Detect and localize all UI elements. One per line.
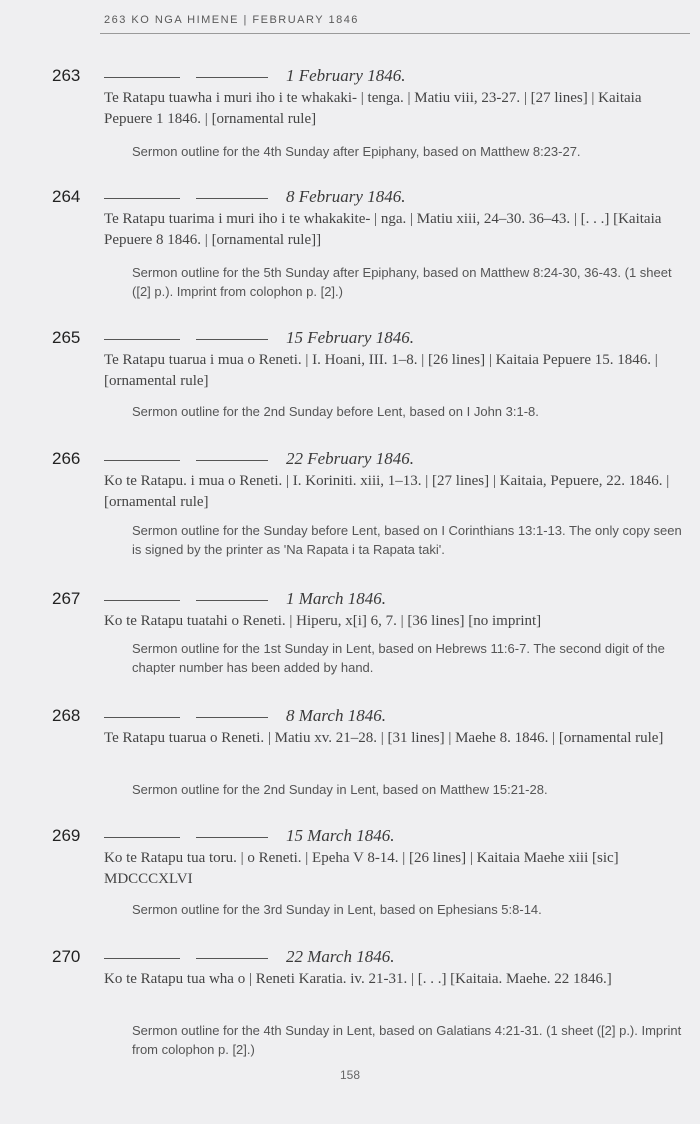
entry-number: 268: [52, 706, 81, 725]
date-rule: [196, 717, 268, 718]
running-head: 263 KO NGA HIMENE | FEBRUARY 1846: [104, 14, 359, 26]
date-rule: [104, 837, 180, 838]
date-rule: [196, 837, 268, 838]
entry-date: 8 February 1846.: [286, 187, 406, 206]
entry-date: 22 March 1846.: [286, 947, 395, 966]
entry-transcript: Te Ratapu tuawha i muri iho i te whakaki- | tenga. | Matiu viii, 23-27. | [27 lines] | Kaitaia Pepuere 1 1846. | [ornamental rule]: [104, 90, 642, 127]
date-rule: [104, 339, 180, 340]
entry-date: 22 February 1846.: [286, 449, 414, 468]
entry-number: 267: [52, 589, 81, 608]
entry-transcript: Te Ratapu tuarima i muri iho i te whakakite- | nga. | Matiu xiii, 24–30. 36–43. | [. . .] [Kaitaia Pepuere 8 1846. | [ornamental rule]]: [104, 211, 662, 248]
date-rule: [196, 77, 268, 78]
header-rule: [100, 33, 690, 34]
entry-date: 1 February 1846.: [286, 66, 406, 85]
entry-number: 265: [52, 328, 81, 347]
entry-note: Sermon outline for the 1st Sunday in Lent, based on Hebrews 11:6-7. The second digit of the chapter number has been added by hand.: [132, 641, 665, 675]
date-rule: [196, 198, 268, 199]
entry-transcript: Te Ratapu tuarua i mua o Reneti. | I. Hoani, III. 1–8. | [26 lines] | Kaitaia Pepuere 15. 1846. | [ornamental rule]: [104, 352, 658, 389]
date-rule: [196, 600, 268, 601]
entry-note: Sermon outline for the 2nd Sunday in Lent, based on Matthew 15:21-28.: [132, 782, 548, 797]
date-rule: [196, 958, 268, 959]
date-rule: [104, 717, 180, 718]
page-number: 158: [339, 1068, 361, 1082]
entry-number: 270: [52, 947, 81, 966]
date-rule: [104, 77, 180, 78]
entry-transcript: Ko te Ratapu tua toru. | o Reneti. | Epeha V 8-14. | [26 lines] | Kaitaia Maehe xiii [sic] MDCCCXLVI: [104, 850, 619, 887]
entry-note: Sermon outline for the 2nd Sunday before Lent, based on I John 3:1-8.: [132, 404, 539, 419]
entry-date: 1 March 1846.: [286, 589, 386, 608]
entry-note: Sermon outline for the 3rd Sunday in Lent, based on Ephesians 5:8-14.: [132, 902, 542, 917]
entry-date: 15 February 1846.: [286, 328, 414, 347]
date-rule: [196, 460, 268, 461]
date-rule: [104, 958, 180, 959]
entry-note: Sermon outline for the Sunday before Lent, based on I Corinthians 13:1-13. The only copy seen is signed by the printer as 'Na Rapata i ta Rapata taki'.: [132, 523, 682, 557]
entry-transcript: Ko te Ratapu tua wha o | Reneti Karatia. iv. 21-31. | [. . .] [Kaitaia. Maehe. 22 1846.]: [104, 971, 612, 987]
date-rule: [104, 460, 180, 461]
entry-number: 264: [52, 187, 81, 206]
date-rule: [104, 600, 180, 601]
entry-number: 266: [52, 449, 81, 468]
entry-transcript: Ko te Ratapu. i mua o Reneti. | I. Koriniti. xiii, 1–13. | [27 lines] | Kaitaia, Pepuere, 22. 1846. | [ornamental rule]: [104, 473, 670, 510]
entry-note: Sermon outline for the 4th Sunday in Lent, based on Galatians 4:21-31. (1 sheet ([2] p.). Imprint from colophon p. [2].): [132, 1023, 682, 1057]
entry-transcript: Te Ratapu tuarua o Reneti. | Matiu xv. 21–28. | [31 lines] | Maehe 8. 1846. | [ornamental rule]: [104, 730, 664, 746]
entry-transcript: Ko te Ratapu tuatahi o Reneti. | Hiperu, x[i] 6, 7. | [36 lines] [no imprint]: [104, 613, 542, 629]
entry-number: 263: [52, 66, 81, 85]
entry-number: 269: [52, 826, 81, 845]
entry-date: 8 March 1846.: [286, 706, 386, 725]
date-rule: [196, 339, 268, 340]
date-rule: [104, 198, 180, 199]
entry-note: Sermon outline for the 5th Sunday after Epiphany, based on Matthew 8:24-30, 36-43. (1 sheet ([2] p.). Imprint from colophon p. [2].): [132, 265, 672, 299]
entry-date: 15 March 1846.: [286, 826, 395, 845]
entry-note: Sermon outline for the 4th Sunday after Epiphany, based on Matthew 8:23-27.: [132, 144, 581, 159]
